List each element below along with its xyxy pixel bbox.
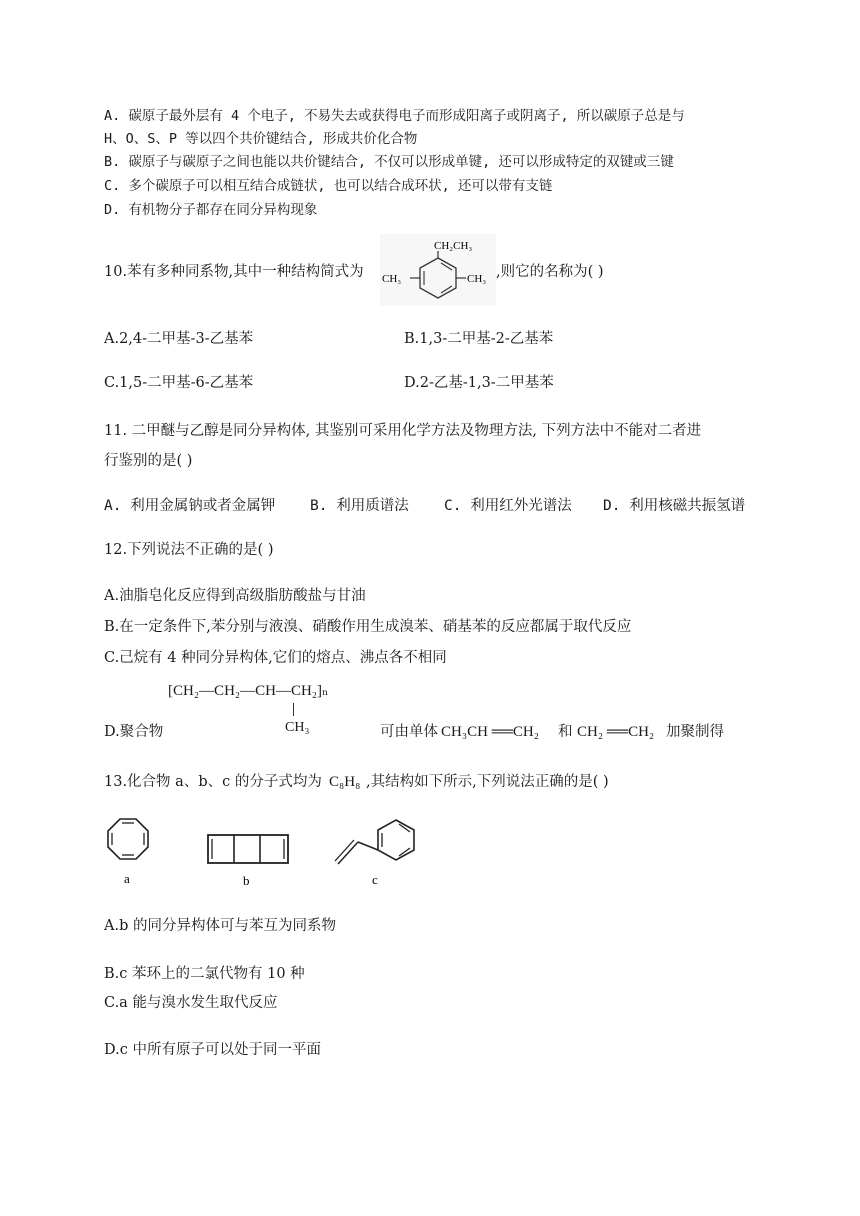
q12-monomer-propene: CH₃CH ══CH₂: [441, 724, 539, 740]
q10-option-c: C.1,5-二甲基-6-乙基苯: [104, 375, 254, 391]
q10-structure: [380, 234, 496, 306]
q13-structure-c: [328, 812, 428, 892]
q11-option-b: B. 利用质谱法: [310, 498, 409, 514]
q9-option-a-line2: H、O、S、P 等以四个共价键结合, 形成共价化合物: [104, 131, 418, 147]
q10-option-a: A.2,4-二甲基-3-乙基苯: [104, 331, 254, 347]
q9-option-b: B. 碳原子与碳原子之间也能以共价键结合, 不仅可以形成单键, 还可以形成特定的双键或三键: [104, 154, 674, 170]
q12-option-d-mid: 可由单体: [380, 724, 438, 740]
q11-option-d: D. 利用核磁共振氢谱: [603, 498, 746, 514]
q12-polymer-formula: [CH₂—CH₂—CH—CH₂]ₙ: [168, 683, 329, 699]
q13-label-c: c: [372, 872, 378, 887]
q12-option-b: B.在一定条件下,苯分别与液溴、硝酸作用生成溴苯、硝基苯的反应都属于取代反应: [104, 619, 632, 635]
q12-polymer-branch: CH₃: [285, 720, 310, 735]
q13-stem-after: ,其结构如下所示,下列说法正确的是( ): [366, 774, 609, 790]
q13-formula: C₈H₈: [329, 774, 361, 790]
q13-structure-a: [100, 815, 164, 891]
q11-stem-line2: 行鉴别的是( ): [104, 453, 193, 469]
q13-stem-before: 13.化合物 a、b、c 的分子式均为: [104, 774, 322, 790]
q12-option-d-prefix: D.聚合物: [104, 724, 164, 740]
q9-option-a-line1: A. 碳原子最外层有 4 个电子, 不易失去或获得电子而形成阳离子或阴离子, 所以碳原子总是与: [104, 108, 685, 124]
q12-option-d-and: 和: [558, 724, 573, 740]
q10-option-d: D.2-乙基-1,3-二甲基苯: [404, 375, 554, 391]
q12-option-a: A.油脂皂化反应得到高级脂肪酸盐与甘油: [104, 588, 366, 604]
q13-label-b: b: [243, 873, 250, 888]
q11-option-a: A. 利用金属钠或者金属钾: [104, 498, 276, 514]
q13-option-d: D.c 中所有原子可以处于同一平面: [104, 1042, 321, 1058]
q10-option-b: B.1,3-二甲基-2-乙基苯: [404, 331, 554, 347]
q10-struct-right: CH₃: [467, 273, 487, 285]
q10-stem-before: 10.苯有多种同系物,其中一种结构简式为: [104, 264, 364, 280]
q12-option-c: C.己烷有 4 种同分异构体,它们的熔点、沸点各不相同: [104, 650, 447, 666]
q11-option-c: C. 利用红外光谱法: [444, 498, 572, 514]
q9-option-d: D. 有机物分子都存在同分异构现象: [104, 202, 318, 218]
q9-option-c: C. 多个碳原子可以相互结合成链状, 也可以结合成环状, 还可以带有支链: [104, 178, 553, 194]
q12-monomer-ethene: CH₂ ══CH₂: [577, 724, 655, 740]
q13-option-a: A.b 的同分异构体可与苯互为同系物: [104, 918, 336, 934]
q12-polymer-branch-bond: [293, 703, 294, 716]
q13-structure-b: [203, 830, 295, 890]
q12-stem: 12.下列说法不正确的是( ): [104, 542, 274, 558]
q13-label-a: a: [124, 871, 130, 886]
q13-option-c: C.a 能与溴水发生取代反应: [104, 995, 278, 1011]
q11-stem-line1: 11. 二甲醚与乙醇是同分异构体, 其鉴别可采用化学方法及物理方法, 下列方法中不能对二者进: [104, 423, 702, 439]
q12-option-d-suffix: 加聚制得: [666, 724, 724, 740]
q10-struct-left: CH₃: [382, 273, 402, 285]
q10-struct-top: CH₂CH₃: [434, 240, 473, 252]
q13-option-b: B.c 苯环上的二氯代物有 10 种: [104, 966, 305, 982]
q10-stem-after: ,则它的名称为( ): [496, 264, 604, 280]
